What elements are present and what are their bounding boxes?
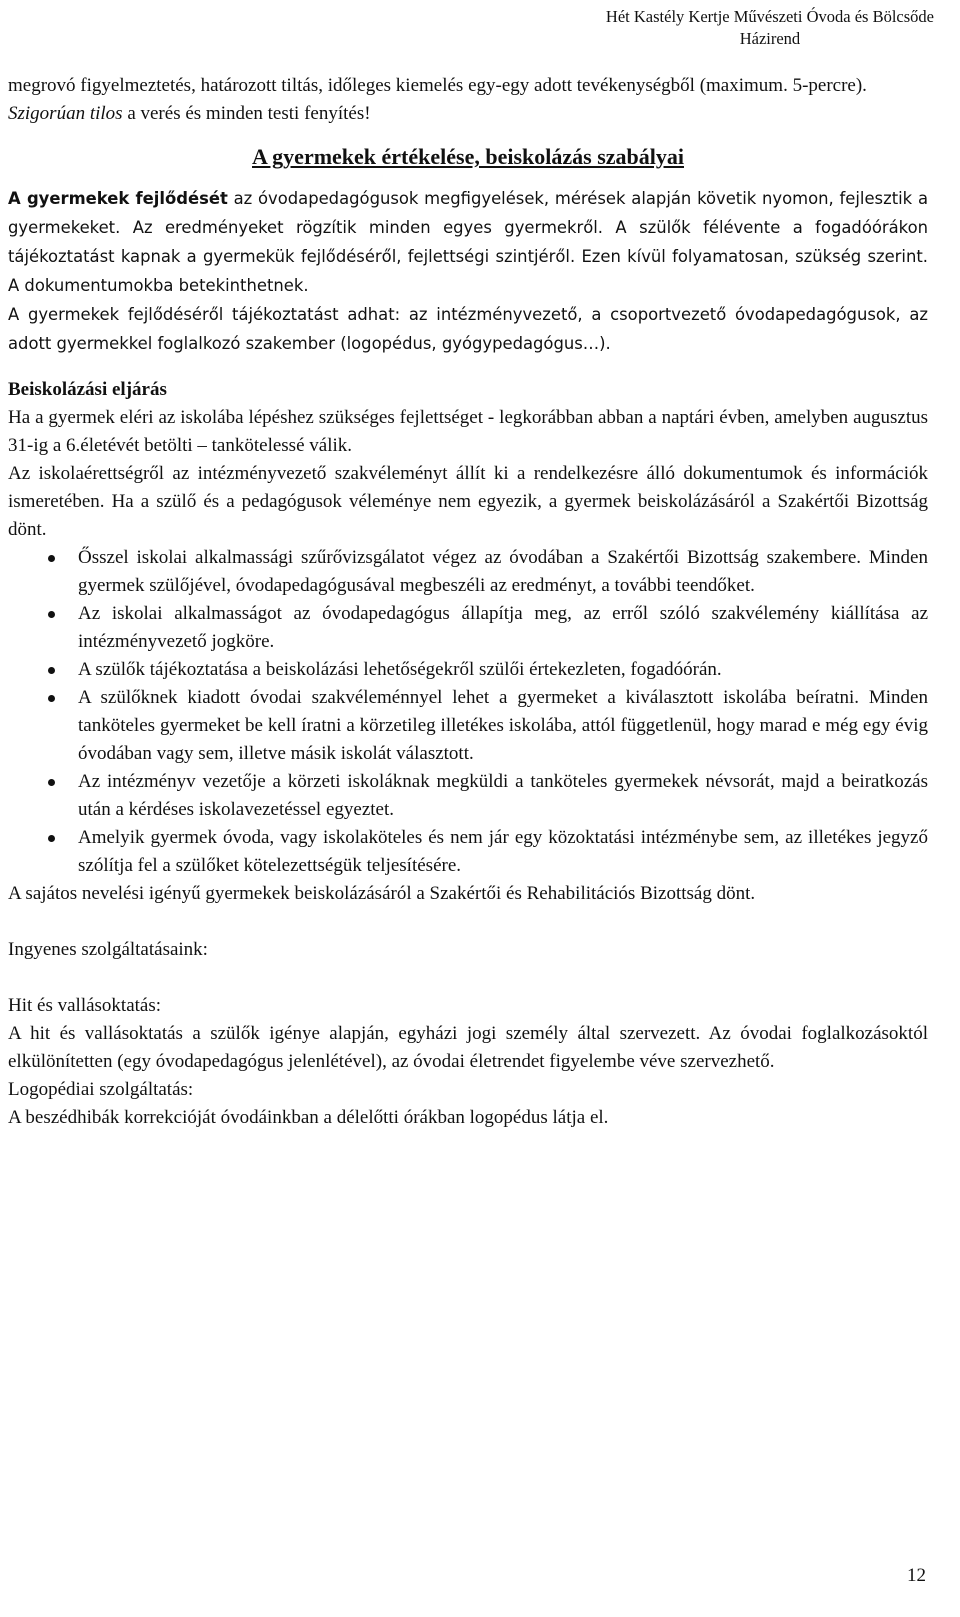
enrollment-paragraph-2: Az iskolaérettségről az intézményvezető szakvéleményt állít ki a rendelkezésre álló dokumentumok és információk ismeretében. Ha a szülő és a pedagógusok véleménye nem egyezik, a gyermek beiskolázásáról a Szakértői Bizottság dönt. [8,463,928,540]
bullet-icon [48,779,55,786]
prohibition-paragraph [8,100,928,128]
subsection-title-religion: Hit és vallásoktatás: [8,995,162,1016]
bullet-icon [48,555,55,562]
evaluation-emphasis: A gyermekek fejlődését [8,189,228,208]
prohibition-emphasis: Szigorúan tilos [8,103,123,124]
list-item: Amelyik gyermek óvoda, vagy iskolaköteles és nem jár egy közoktatási intézménybe sem, az illetékes jegyző szólítja fel a szülőket kötelezettségük teljesítésére. [8,824,928,880]
header-doc-title: Házirend [739,29,801,48]
evaluation-text: az óvodapedagógusok megfigyelések, mérések alapján követik nyomon, fejlesztik a gyermekeket. Az eredményeket rögzítik minden egyes gyermekről. A szülők félévente a fogadóórákon tájékoztatást kapnak a gyermekük fejlődéséről, fejlettségi szintjéről. Ezen kívül folyamatosan, szükség szerint. A dokumentumokba betekinthetnek. [8,189,928,295]
document-body [8,72,928,1132]
special-needs-paragraph: A sajátos nevelési igényű gyermekek beiskolázásáról a Szakértői és Rehabilitációs Bizottság dönt. [8,883,756,904]
speech-therapy-paragraph: A beszédhibák korrekcióját óvodáinkban a délelőtti órákban logopédus látja el. [8,1107,609,1128]
bullet-icon [48,835,55,842]
page-header [606,6,934,50]
list-item: A szülők tájékoztatása a beiskolázási lehetőségekről szülői értekezleten, fogadóórán. [8,656,928,684]
intro-paragraph: megrovó figyelmeztetés, határozott tiltás, időleges kiemelés egy-egy adott tevékenységből (maximum. 5-percre). [8,75,867,96]
list-item: A szülőknek kiadott óvodai szakvéleménnyel lehet a gyermeket a kiválasztott iskolába beíratni. Minden tanköteles gyermeket be kell íratni a körzetileg illetékes iskolába, attól függetlenül, hogy marad e még egy évig óvodában vagy sem, illetve másik iskolát választott. [8,684,928,768]
prohibition-text: a verés és minden testi fenyítés! [122,103,371,124]
religion-paragraph: A hit és vallásoktatás a szülők igénye alapján, egyházi jogi személy által szervezett. Az óvodai foglalkozásoktól elkülönítetten (egy óvodapedagógus jelenlétével), az óvodai életrendet figyelembe véve szervezhető. [8,1023,928,1072]
section-heading-free-services: Ingyenes szolgáltatásaink: [8,939,208,960]
list-item: Az intézményv vezetője a körzeti iskoláknak megküldi a tanköteles gyermekek névsorát, majd a beiratkozás után a kérdéses iskolavezetéssel egyeztet. [8,768,928,824]
subsection-title-speech-therapy: Logopédiai szolgáltatás: [8,1079,194,1100]
information-paragraph: A gyermekek fejlődéséről tájékoztatást adhat: az intézményvezető, a csoportvezető óvodapedagógusok, az adott gyermekkel foglalkozó szakember (logopédus, gyógypedagógus…). [8,305,928,353]
section-heading-enrollment: Beiskolázási eljárás [8,379,167,400]
list-item: Ősszel iskolai alkalmassági szűrővizsgálatot végez az óvodában a Szakértői Bizottság szakembere. Minden gyermek szülőjével, óvodapedagógusával megbeszéli az eredményt, a további teendőket. [8,544,928,600]
evaluation-paragraph [8,184,928,300]
header-institution: Hét Kastély Kertje Művészeti Óvoda és Bölcsőde [605,7,934,26]
bullet-icon [48,611,55,618]
page-number: 12 [907,1565,926,1586]
enrollment-bullet-list [8,544,928,880]
bullet-icon [48,667,55,674]
list-item: Az iskolai alkalmasságot az óvodapedagógus állapítja meg, az erről szóló szakvélemény kiállítása az intézményvezető jogköre. [8,600,928,656]
section-heading-evaluation: A gyermekek értékelése, beiskolázás szabályai [252,144,684,169]
bullet-icon [48,695,55,702]
enrollment-paragraph-1: Ha a gyermek eléri az iskolába lépéshez szükséges fejlettséget - legkorábban abban a naptári évben, amelyben augusztus 31-ig a 6.életévét betölti – tankötelessé válik. [8,407,928,456]
